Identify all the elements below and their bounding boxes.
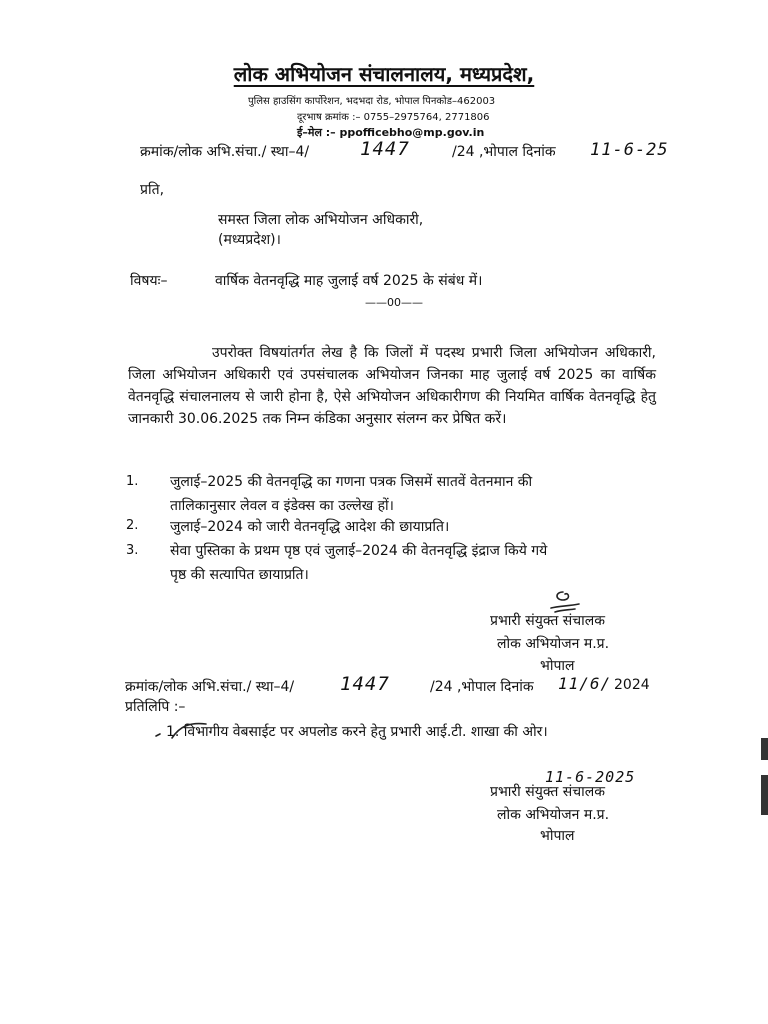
copy-label: प्रतिलिपि :– <box>125 699 186 715</box>
list-item-line: सेवा पुस्तिका के प्रथम पृष्ठ एवं जुलाई–2024 की वेतनवृद्धि इंद्राज किये गये <box>170 543 548 559</box>
scan-edge-mark <box>761 738 768 760</box>
handwritten-signature-date: 11-6-2025 <box>545 768 636 786</box>
reference-city-date-label: /24 ,भोपाल दिनांक <box>452 144 556 160</box>
reference-prefix: क्रमांक/लोक अभि.संचा./ स्था–4/ <box>140 144 310 160</box>
handwritten-dispatch-number-2: 1447 <box>340 673 390 695</box>
list-item-number: 1. <box>126 474 139 489</box>
office-title: लोक अभियोजन संचालनालय, मध्यप्रदेश, <box>233 62 535 86</box>
scan-edge-mark <box>761 775 768 815</box>
signatory-office-2: लोक अभियोजन म.प्र. <box>497 807 610 823</box>
subject-separator: ——00—— <box>365 296 423 309</box>
handwritten-date: 11-6-25 <box>590 140 669 160</box>
copy-item: 1. विभागीय वेबसाईट पर अपलोड करने हेतु प्रभारी आई.टी. शाखा की ओर। <box>166 724 548 740</box>
list-item-line: तालिकानुसार लेवल व इंडेक्स का उल्लेख हों। <box>170 498 394 514</box>
subject-label: विषयः– <box>130 273 168 289</box>
reference-number-line-2: क्रमांक/लोक अभि.संचा./ स्था–4/ <box>125 679 295 695</box>
handwritten-dispatch-number: 1447 <box>360 138 410 160</box>
copy-pen-mark <box>150 718 210 742</box>
signatory-office: लोक अभियोजन म.प्र. <box>497 636 610 652</box>
signatory-city-2: भोपाल <box>540 828 575 844</box>
reference-year-2: 2024 <box>614 677 650 693</box>
office-address: पुलिस हाउसिंग कार्पोरेशन, भदभदा रोड, भोपाल पिनकोड–462003 <box>248 96 496 107</box>
signatory-city: भोपाल <box>540 658 575 674</box>
signatory-designation: प्रभारी संयुक्त संचालक <box>490 613 605 629</box>
list-item-line: पृष्ठ की सत्यापित छायाप्रति। <box>170 567 309 583</box>
subject-text: वार्षिक वेतनवृद्धि माह जुलाई वर्ष 2025 के संबंध में। <box>215 273 483 289</box>
office-email: ई–मेल :– ppofficebho@mp.gov.in <box>297 126 485 139</box>
office-phone: दूरभाष क्रमांक :– 0755–2975764, 2771806 <box>297 112 490 123</box>
recipient-line1: समस्त जिला लोक अभियोजन अधिकारी, <box>218 212 424 228</box>
list-item-line: जुलाई–2025 की वेतनवृद्धि का गणना पत्रक जिसमें सातवें वेतनमान की <box>170 474 533 490</box>
recipient-line2: (मध्यप्रदेश)। <box>218 232 281 248</box>
list-item-number: 2. <box>126 518 139 533</box>
reference-number-line <box>140 142 309 161</box>
signatory-designation-2: प्रभारी संयुक्त संचालक <box>490 784 605 800</box>
body-paragraph: उपरोक्त विषयांतर्गत लेख है कि जिलों में पदस्थ प्रभारी जिला अभियोजन अधिकारी, जिला अभियोजन अधिकारी एवं उपसंचालक अभियोजन जिनका माह जुलाई वर्ष 2025 का वार्षिक वेतनवृद्धि संचालनालय से जारी होना है, ऐसे अभियोजन अधिकारीगण की नियमित वार्षिक वेतनवृद्धि हेतु जानकारी 30.06.2025 तक निम्न कंडिका अनुसार संलग्न कर प्रेषित करें। <box>128 345 656 427</box>
reference-city-date-label-2: /24 ,भोपाल दिनांक <box>430 679 534 695</box>
recipient-prati: प्रति, <box>140 182 165 198</box>
list-item-number: 3. <box>126 543 139 558</box>
handwritten-date-2: 11/6/ <box>558 674 612 693</box>
list-item-line: जुलाई–2024 को जारी वेतनवृद्धि आदेश की छायाप्रति। <box>170 519 450 535</box>
